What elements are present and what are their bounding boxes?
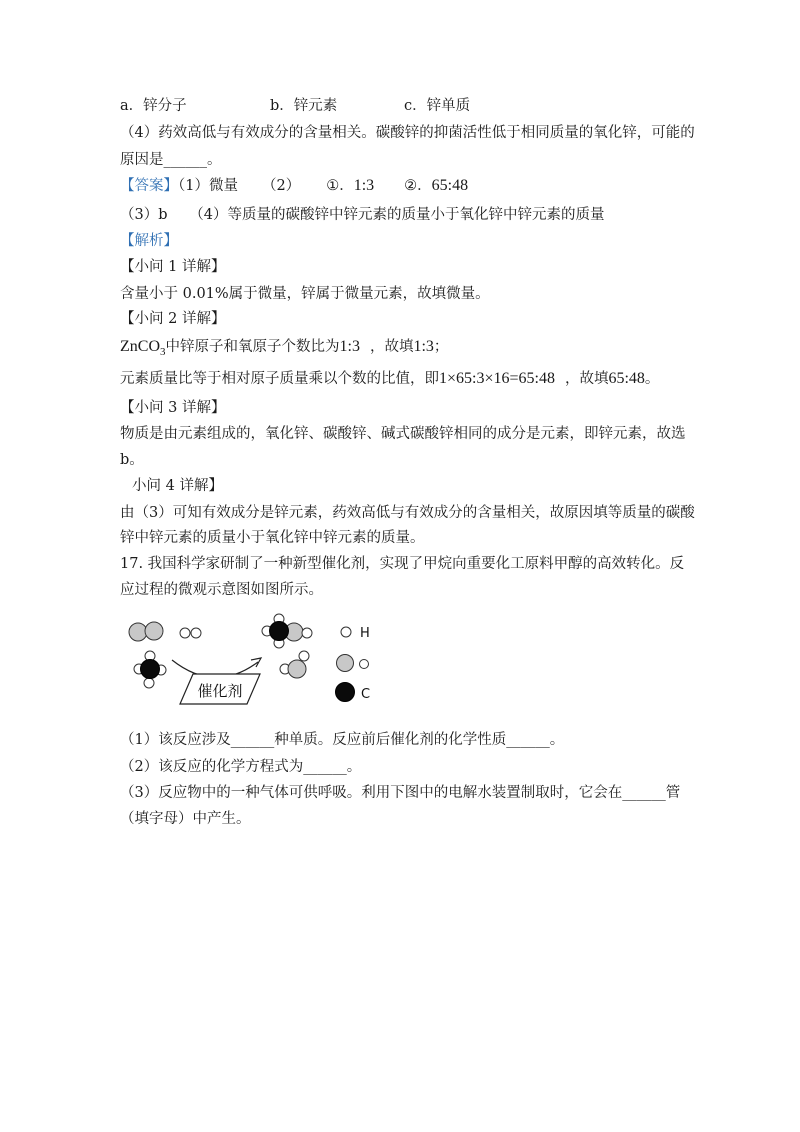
answer-sub2-value: 65:48 [431, 177, 469, 194]
analysis-label: 【解析】 [120, 233, 178, 249]
analysis-p3-line1: 物质是由元素组成的，氧化锌、碳酸锌、碱式碳酸锌相同的成分是元素，即锌元素，故选 [120, 426, 686, 442]
legend-small-circle-icon [360, 660, 369, 669]
legend-c-icon [336, 683, 355, 702]
option-c: c．锌单质 [404, 98, 471, 114]
formula-znco3: ZnCO$_3$ [120, 338, 166, 359]
legend-c-label: C [361, 687, 371, 702]
oxygen-molecule [129, 622, 163, 641]
legend-h-icon [341, 627, 351, 637]
reaction-diagram [120, 612, 420, 712]
q17-sub2: （2）该反应的化学方程式为______。 [120, 759, 362, 775]
q17-intro-line2: 应过程的微观示意图如图所示。 [120, 582, 323, 598]
analysis-p3-line2: b。 [120, 452, 144, 468]
answer-part1: （1）微量 [178, 178, 238, 194]
catalyst-label: 催化剂 [197, 682, 243, 700]
answer-part2: （2） [261, 178, 301, 194]
answer-line1 [120, 176, 468, 196]
legend [336, 626, 371, 702]
q16-4-line2: 原因是______。 [120, 152, 222, 168]
answer-sub2-mark: ②． [404, 178, 432, 194]
catalyst-box [180, 674, 260, 704]
analysis-h2: 【小问 2 详解】 [120, 311, 226, 327]
option-b: b．锌元素 [270, 98, 338, 114]
answer-sub1-mark: ①． [326, 178, 354, 194]
analysis-p4-line2: 锌中锌元素的质量小于氧化锌中锌元素的质量。 [120, 530, 425, 546]
answer-label: 【答案】 [120, 178, 178, 194]
methanol-molecule [262, 614, 312, 648]
analysis-h3: 【小问 3 详解】 [120, 400, 226, 416]
q17-sub3-line2: （填字母）中产生。 [120, 811, 251, 827]
legend-gray-icon [337, 655, 354, 672]
hydrogen-molecule [180, 628, 201, 638]
q17-sub3-line1: （3）反应物中的一种气体可供呼吸。利用下图中的电解水装置制取时，它会在______管 [120, 785, 681, 801]
water-molecule [280, 651, 309, 678]
q17-intro-line1: 17. 我国科学家研制了一种新型催化剂，实现了甲烷向重要化工原料甲醇的高效转化。反 [120, 556, 685, 572]
options-row [120, 96, 470, 116]
answer-line2: （3）b （4）等质量的碳酸锌中锌元素的质量小于氧化锌中锌元素的质量 [120, 207, 605, 223]
methane-molecule [134, 651, 166, 688]
q16-4-line1: （4）药效高低与有效成分的含量相关。碳酸锌的抑菌活性低于相同质量的氧化锌，可能的 [120, 125, 695, 141]
analysis-p4-line1: 由（3）可知有效成分是锌元素，药效高低与有效成分的含量相关，故原因填等质量的碳酸 [120, 505, 695, 521]
analysis-p2b: 元素质量比等于相对原子质量乘以个数的比值，即1×65:3×16=65:48 ，故填65:48。 [120, 370, 660, 387]
q17-sub1: （1）该反应涉及______种单质。反应前后催化剂的化学性质______。 [120, 732, 565, 748]
answer-sub1-value: 1:3 [353, 177, 375, 194]
analysis-h1: 【小问 1 详解】 [120, 259, 226, 275]
analysis-p1: 含量小于 0.01%属于微量，锌属于微量元素，故填微量。 [120, 286, 490, 302]
analysis-p2a: ZnCO$_3$中锌原子和氧原子个数比为1:3 ，故填1:3； [120, 338, 449, 359]
option-a: a．锌分子 [120, 98, 187, 114]
analysis-h4: 小问 4 详解】 [132, 478, 223, 494]
legend-h-label: H [360, 626, 370, 641]
